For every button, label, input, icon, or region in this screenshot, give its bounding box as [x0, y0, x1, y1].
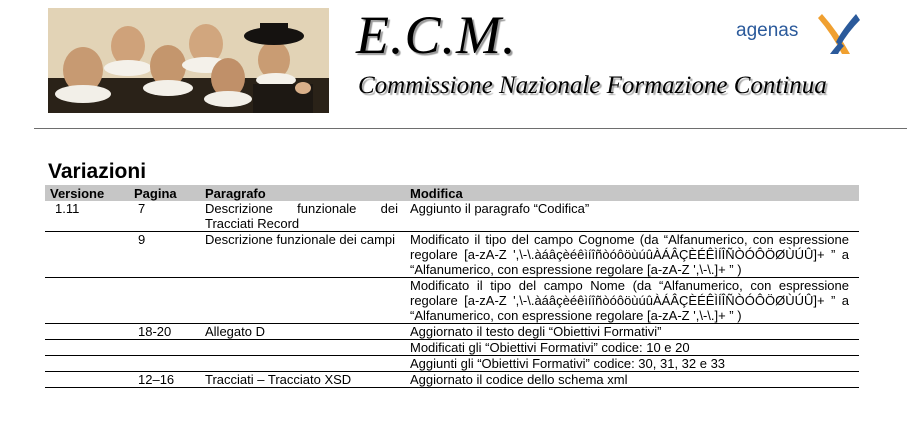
table-row [45, 324, 859, 340]
column-header-modifica: Modifica [410, 185, 859, 201]
column-header-paragrafo: Paragrafo [205, 185, 410, 201]
cell-modifica: Aggiornato il testo degli “Obiettivi Formativi” [410, 324, 859, 340]
table-row [45, 201, 859, 232]
cell-versione [45, 340, 134, 356]
cell-paragrafo: Descrizione funzionale dei Tracciati Record [205, 201, 410, 232]
cell-pagina: 18-20 [134, 324, 205, 340]
table-row [45, 278, 859, 324]
cell-paragrafo [205, 278, 410, 324]
cell-versione [45, 372, 134, 388]
cell-paragrafo: Descrizione funzionale dei campi [205, 232, 410, 278]
table-row [45, 356, 859, 372]
cell-pagina: 12–16 [134, 372, 205, 388]
variations-table [45, 185, 859, 388]
cell-modifica: Modificato il tipo del campo Cognome (da “Alfanumerico, con espressione regolare [a-zA-Z ',\-\.àáâçèéêìíîñòóôöùúûÀÁÂÇÈÉÊÌÍÎÑÒÓÔÖØÙÚÛ]+ ” a “Alfanumerico, con espressione regolare [a-zA-Z ',\-\.]+ ” ) [410, 232, 859, 278]
cell-paragrafo [205, 340, 410, 356]
header-subtitle: Commissione Nazionale Formazione Continua [358, 72, 827, 99]
cell-pagina: 7 [134, 201, 205, 232]
cell-pagina [134, 356, 205, 372]
cell-pagina [134, 340, 205, 356]
table-header-row [45, 185, 859, 201]
agenas-logo-icon [816, 12, 862, 56]
cell-pagina: 9 [134, 232, 205, 278]
cell-paragrafo: Tracciati – Tracciato XSD [205, 372, 410, 388]
column-header-versione: Versione [45, 185, 134, 201]
cell-paragrafo [205, 356, 410, 372]
cell-paragrafo: Allegato D [205, 324, 410, 340]
cell-modifica: Modificato il tipo del campo Nome (da “Alfanumerico, con espressione regolare [a-zA-Z ',\-\.àáâçèéêìíîñòóôöùúûÀÁÂÇÈÉÊÌÍÎÑÒÓÔÖØÙÚÛ]+ ” a “Alfanumerico, con espressione regolare [a-zA-Z ',\-\.]+ ” ) [410, 278, 859, 324]
cell-versione [45, 356, 134, 372]
cell-modifica: Modificati gli “Obiettivi Formativi” codice: 10 e 20 [410, 340, 859, 356]
cell-versione [45, 278, 134, 324]
header-painting-image [48, 8, 329, 113]
section-title: Variazioni [48, 160, 147, 183]
column-header-pagina: Pagina [134, 185, 205, 201]
cell-modifica: Aggiunto il paragrafo “Codifica” [410, 201, 859, 232]
header-title: E.C.M. [356, 5, 517, 65]
cell-modifica: Aggiunti gli “Obiettivi Formativi” codice: 30, 31, 32 e 33 [410, 356, 859, 372]
cell-versione: 1.11 [45, 201, 134, 232]
table-row [45, 340, 859, 356]
cell-modifica: Aggiornato il codice dello schema xml [410, 372, 859, 388]
cell-versione [45, 232, 134, 278]
cell-versione [45, 324, 134, 340]
agenas-logo [736, 12, 866, 56]
table-row [45, 372, 859, 388]
table-row [45, 232, 859, 278]
cell-pagina [134, 278, 205, 324]
logo-text: agenas [736, 20, 799, 41]
document-header [0, 0, 913, 130]
header-divider [34, 128, 907, 129]
